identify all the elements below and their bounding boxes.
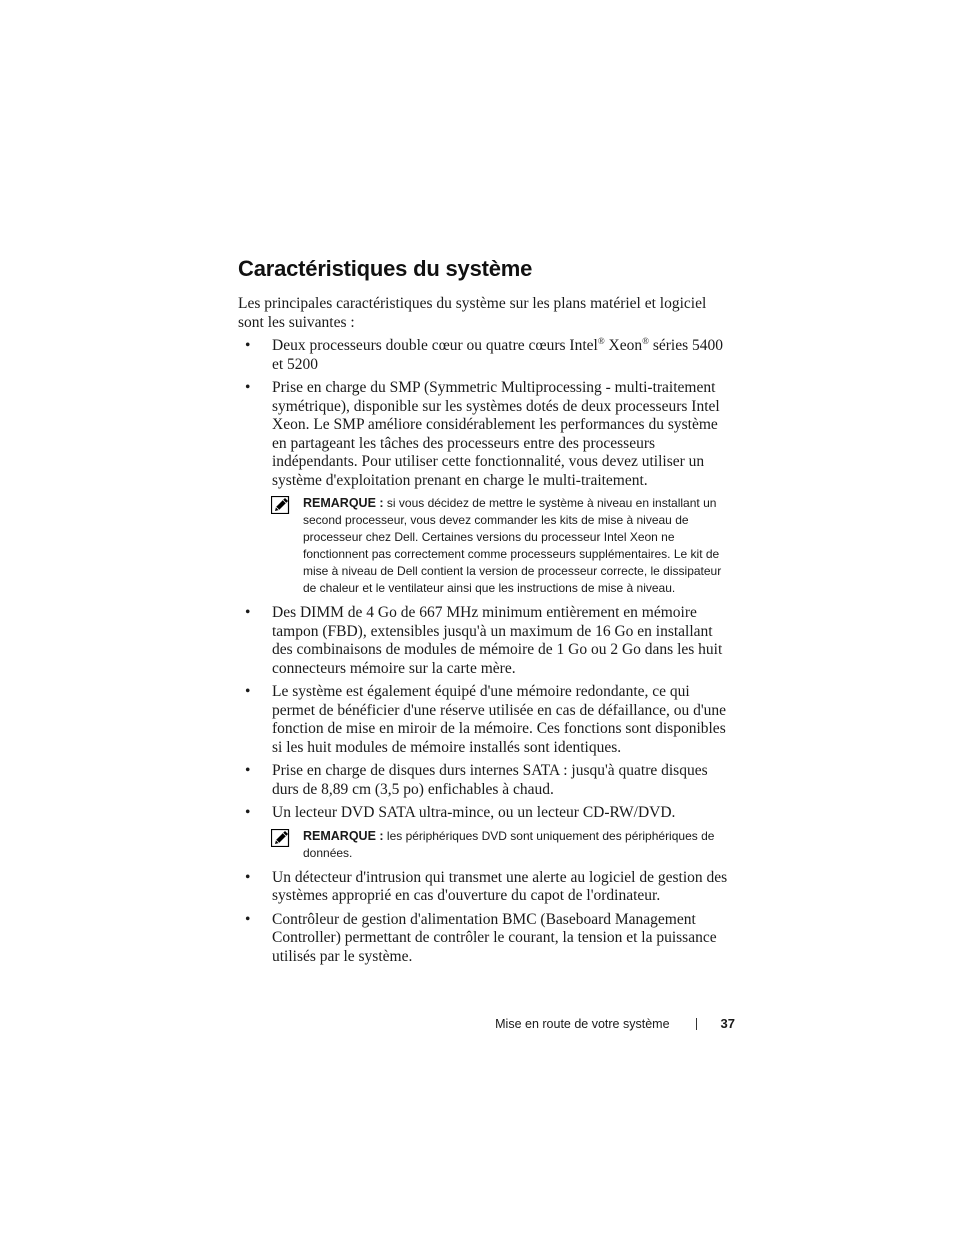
bullet: • <box>245 804 251 821</box>
item-text <box>272 337 735 374</box>
item-text: Contrôleur de gestion d'alimentation BMC (Baseboard Management Controller) permettant de contrôler le courant, la tension et la puissance utilisés par le système. <box>272 910 717 965</box>
note-box <box>238 495 735 597</box>
feature-list-end <box>238 869 735 967</box>
item-text: Un lecteur DVD SATA ultra-mince, ou un lecteur CD-RW/DVD. <box>272 804 676 821</box>
note-body: les périphériques DVD sont uniquement des périphériques de données. <box>303 828 715 860</box>
item-text: Le système est également équipé d'une mémoire redondante, ce qui permet de bénéficier d'une réserve utilisée en cas de défaillance, ou d'une fonction de mise en miroir de la mémoire. Ces fonctions sont disponibles si les huit modules de mémoire installés sont identiques. <box>272 683 727 756</box>
pencil-note-icon <box>271 496 291 514</box>
list-item <box>238 379 735 490</box>
page-content <box>238 256 735 971</box>
list-item <box>238 762 735 799</box>
list-item <box>238 804 735 823</box>
list-item <box>238 869 735 906</box>
list-item <box>238 337 735 374</box>
pencil-note-icon <box>271 829 291 847</box>
registered-mark: ® <box>597 335 605 346</box>
note-box <box>238 828 735 862</box>
item1-part-b: Xeon <box>604 337 643 354</box>
note-label: REMARQUE : <box>303 496 384 510</box>
bullet: • <box>245 762 251 779</box>
feature-list-continued <box>238 604 735 823</box>
item1-part-c: séries 5400 et 5200 <box>272 337 724 373</box>
bullet: • <box>245 910 251 928</box>
bullet: • <box>245 868 251 886</box>
footer-section-title: Mise en route de votre système <box>495 1017 670 1031</box>
note-body: si vous décidez de mettre le système à niveau en installant un second processeur, vous devez commander les kits de mise à niveau de processeur chez Dell. Certaines versions du processeur Intel Xeon ne fonctionnent pas correctement comme processeurs supplémentaires. Le kit de mise à niveau de Dell contient la version de processeur correcte, le dissipateur de chaleur et le ventilateur ainsi que les instructions de mise à niveau. <box>303 496 722 595</box>
bullet: • <box>245 604 251 621</box>
note-label: REMARQUE : <box>303 828 384 843</box>
item1-part-a: Deux processeurs double cœur ou quatre cœurs Intel <box>272 337 598 354</box>
bullet: • <box>245 683 251 700</box>
note-text <box>303 495 735 597</box>
bullet: • <box>245 337 251 354</box>
list-item <box>238 911 735 967</box>
note-text <box>303 828 735 862</box>
page-number: 37 <box>720 1016 735 1031</box>
list-item <box>238 683 735 757</box>
item-text: Prise en charge de disques durs internes SATA : jusqu'à quatre disques durs de 8,89 cm (3,5 po) enfichables à chaud. <box>272 762 708 798</box>
page-title: Caractéristiques du système <box>238 256 533 281</box>
list-item <box>238 604 735 678</box>
footer-divider <box>696 1018 697 1030</box>
feature-list <box>238 337 735 490</box>
intro-paragraph: Les principales caractéristiques du système sur les plans matériel et logiciel sont les suivantes : <box>238 295 707 331</box>
registered-mark: ® <box>642 335 649 346</box>
page-footer <box>238 1016 735 1031</box>
bullet: • <box>245 379 251 396</box>
item-text: Des DIMM de 4 Go de 667 MHz minimum entièrement en mémoire tampon (FBD), extensibles jusqu'à un maximum de 16 Go en installant des combinaisons de modules de mémoire de 1 Go ou 2 Go dans les huit connecteurs mémoire sur la carte mère. <box>272 604 723 677</box>
item-text: Prise en charge du SMP (Symmetric Multiprocessing - multi-traitement symétrique), disponible sur les systèmes dotés de deux processeurs Intel Xeon. Le SMP améliore considérablement les performances du système en partageant les tâches des processeurs entre des processeurs indépendants. Pour utiliser cette fonctionnalité, vous devez utiliser un système d'exploitation prenant en charge le multi-traitement. <box>272 379 720 489</box>
item-text: Un détecteur d'intrusion qui transmet une alerte au logiciel de gestion des systèmes approprié en cas d'ouverture du capot de l'ordinateur. <box>272 868 728 904</box>
